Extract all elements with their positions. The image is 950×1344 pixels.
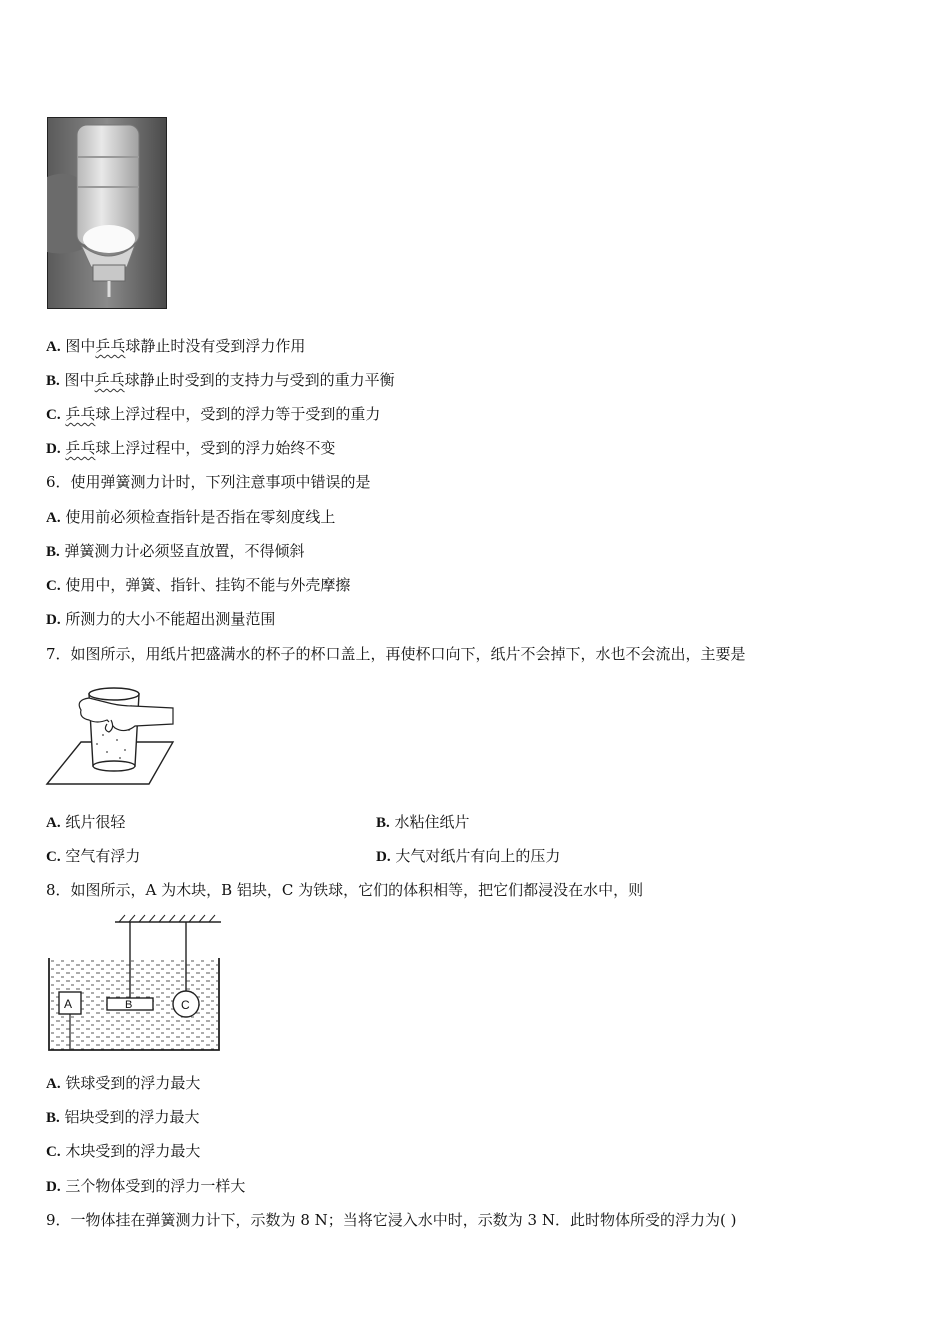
q8-option-d <box>46 1176 245 1197</box>
option-text: 大气对纸片有向上的压力 <box>395 847 561 865</box>
option-letter: B. <box>46 544 60 560</box>
option-text: 三个物体受到的浮力一样大 <box>65 1177 246 1195</box>
option-letter: C. <box>46 578 61 594</box>
option-text-wavy: 乒乓 <box>94 371 125 389</box>
option-text: 使用前必须检查指针是否指在零刻度线上 <box>65 508 336 526</box>
option-letter: D. <box>46 441 61 457</box>
option-text: 弹簧测力计必须竖直放置，不得倾斜 <box>64 542 305 560</box>
option-letter: B. <box>46 373 60 389</box>
inverted-cup-figure <box>45 680 177 788</box>
q7-option-c <box>46 846 140 867</box>
option-letter: A. <box>46 339 61 355</box>
option-text-wavy: 乒乓 <box>65 405 96 423</box>
q7-stem: 7．如图所示，用纸片把盛满水的杯子的杯口盖上，再使杯口向下，纸片不会掉下，水也不会流出，主要是 <box>46 645 746 663</box>
q9-stem: 9．一物体挂在弹簧测力计下，示数为 8 N；当将它浸入水中时，示数为 3 N．此时物体所受的浮力为( ) <box>46 1211 737 1229</box>
option-letter: B. <box>376 815 390 831</box>
option-letter: A. <box>46 510 61 526</box>
q6-option-b <box>46 541 305 562</box>
option-text: 铁球受到的浮力最大 <box>65 1074 201 1092</box>
option-text-wavy: 乒乓 <box>65 439 96 457</box>
option-text: 所测力的大小不能超出测量范围 <box>65 610 276 628</box>
option-letter: D. <box>46 612 61 628</box>
q5-option-c <box>46 404 380 425</box>
q7-option-d <box>376 846 560 867</box>
option-text: 木块受到的浮力最大 <box>65 1142 201 1160</box>
option-letter: A. <box>46 1076 61 1092</box>
q6-option-c <box>46 575 350 596</box>
option-letter: C. <box>46 1144 61 1160</box>
option-letter: B. <box>46 1110 60 1126</box>
q7-option-a <box>46 812 125 833</box>
option-text: 纸片很轻 <box>65 813 126 831</box>
figure-label-c: C <box>181 998 190 1012</box>
option-letter: D. <box>376 849 391 865</box>
q7-option-b <box>376 812 470 833</box>
q8-option-b <box>46 1107 200 1128</box>
option-text-post: 球上浮过程中，受到的浮力等于受到的重力 <box>95 405 381 423</box>
option-letter: C. <box>46 849 61 865</box>
option-letter: D. <box>46 1179 61 1195</box>
q6-option-d <box>46 609 275 630</box>
q8-option-c <box>46 1141 200 1162</box>
q5-option-b <box>46 370 395 391</box>
option-text-pre: 图中 <box>64 371 95 389</box>
option-text-pre: 图中 <box>65 337 96 355</box>
q5-option-d <box>46 438 335 459</box>
q6-stem: 6．使用弹簧测力计时，下列注意事项中错误的是 <box>46 473 371 491</box>
figure-label-b: B <box>125 999 133 1011</box>
option-text: 铝块受到的浮力最大 <box>64 1108 200 1126</box>
q8-option-a <box>46 1073 200 1094</box>
figure-label-a: A <box>64 997 73 1011</box>
option-letter: C. <box>46 407 61 423</box>
option-text-wavy: 乒乓 <box>95 337 126 355</box>
option-text-post: 球静止时受到的支持力与受到的重力平衡 <box>124 371 395 389</box>
option-text: 水粘住纸片 <box>394 813 470 831</box>
option-text-post: 球上浮过程中，受到的浮力始终不变 <box>95 439 336 457</box>
q6-option-a <box>46 507 335 528</box>
option-letter: A. <box>46 815 61 831</box>
option-text-post: 球静止时没有受到浮力作用 <box>125 337 306 355</box>
option-text: 使用中，弹簧、指针、挂钩不能与外壳摩擦 <box>65 576 351 594</box>
submerged-objects-figure <box>45 914 231 1054</box>
q5-option-a <box>46 336 305 357</box>
q8-stem: 8．如图所示，A 为木块，B 铝块，C 为铁球，它们的体积相等，把它们都浸没在水中，则 <box>46 881 644 899</box>
bottle-photo-figure <box>47 117 167 309</box>
option-text: 空气有浮力 <box>65 847 141 865</box>
